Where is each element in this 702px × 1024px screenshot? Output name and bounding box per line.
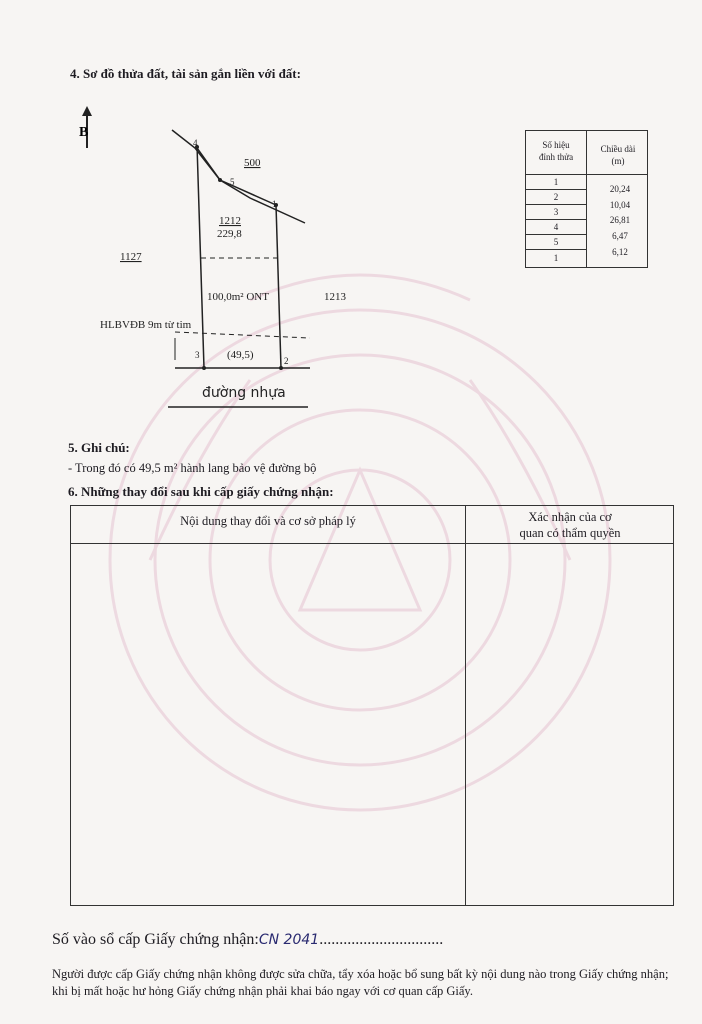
point-5: 5 [553, 237, 559, 247]
register-dots: ............................... [319, 931, 444, 948]
lengths-table [525, 130, 648, 268]
length-4: 6,47 [612, 231, 628, 241]
vertex-2: 2 [284, 356, 289, 366]
length-1: 20,24 [609, 184, 631, 194]
register-value: CN 2041 [258, 932, 320, 948]
neighbor-1213: 1213 [324, 291, 346, 303]
lengths-header-col2: Chiều dài (m) [600, 144, 636, 166]
vertex-1: 1 [272, 199, 277, 209]
section-5-note: - Trong đó có 49,5 m² hành lang bảo vệ đường bộ [68, 461, 317, 475]
vertex-5: 5 [230, 177, 235, 187]
section-6-title: 6. Những thay đổi sau khi cấp giấy chứng nhận: [68, 484, 334, 499]
corridor-label: HLBVĐB 9m từ tim [100, 319, 192, 331]
changes-col-content: Nội dung thay đổi và cơ sở pháp lý [180, 514, 356, 528]
point-1: 1 [553, 177, 559, 187]
lengths-header-col1: Số hiệu đỉnh thửa [538, 140, 574, 162]
north-label: B [79, 125, 89, 140]
section-5-title: 5. Ghi chú: [68, 440, 130, 455]
register-label: Số vào sổ cấp Giấy chứng nhận: [52, 931, 259, 948]
point-1-end: 1 [553, 253, 559, 263]
land-use-label: 100,0m² ONT [207, 291, 269, 303]
length-2: 10,04 [609, 200, 631, 210]
neighbor-1127: 1127 [120, 251, 142, 263]
point-4: 4 [553, 222, 559, 232]
point-2: 2 [553, 192, 559, 202]
changes-table [70, 505, 674, 906]
changes-col-confirm: Xác nhận của cơ quan có thẩm quyền [519, 510, 621, 540]
point-3: 3 [553, 207, 559, 217]
corridor-area: (49,5) [227, 349, 254, 361]
vertex-3: 3 [195, 350, 200, 360]
length-3: 26,81 [609, 215, 631, 225]
vertex-4: 4 [193, 138, 198, 148]
section-4-title: 4. Sơ đồ thửa đất, tài sản gắn liền với đất: [70, 66, 301, 81]
parcel-area: 229,8 [217, 228, 242, 240]
length-5: 6,12 [612, 247, 628, 257]
neighbor-500: 500 [244, 157, 261, 169]
register-line [52, 931, 443, 949]
parcel-number: 1212 [219, 215, 241, 227]
road-label: đường nhựa [202, 385, 286, 401]
footer-note: Người được cấp Giấy chứng nhận không được sửa chữa, tẩy xóa hoặc bổ sung bất kỳ nội dung nào trong Giấy chứng nhận; khi bị mất hoặc hư hỏng Giấy chứng nhận phải khai báo ngay với cơ quan cấp Giấy. [52, 967, 669, 998]
parcel-diagram [60, 100, 346, 420]
